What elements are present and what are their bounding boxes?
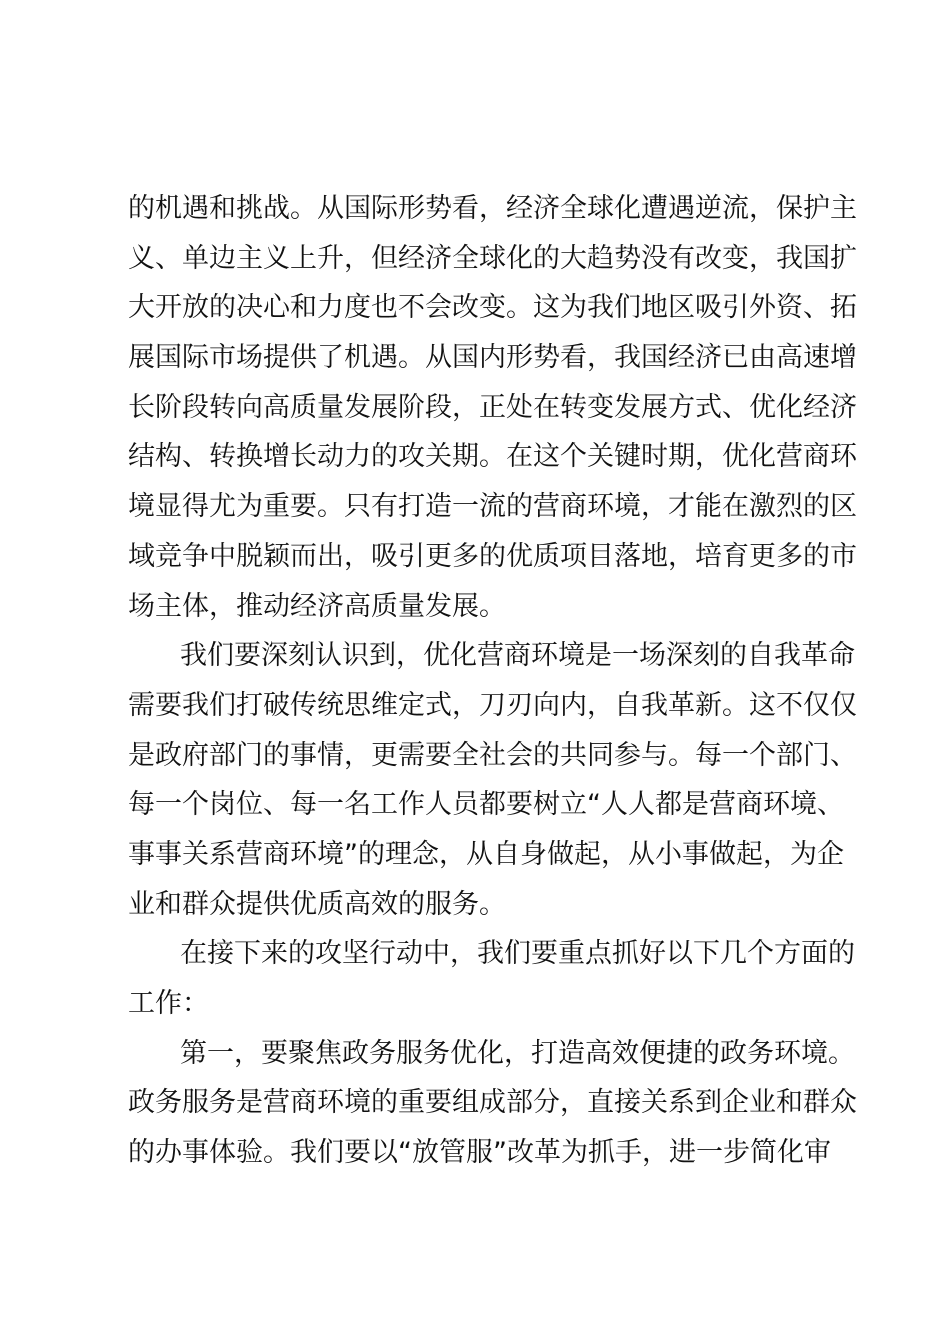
text-line: 需要我们打破传统思维定式，刀刃向内，自我革新。这不仅仅 <box>128 689 857 721</box>
paragraph-start-line: 我们要深刻认识到，优化营商环境是一场深刻的自我革命 <box>180 640 855 672</box>
text-line: 结构、转换增长动力的攻关期。在这个关键时期，优化营商环 <box>128 441 857 473</box>
text-line: 境显得尤为重要。只有打造一流的营商环境，才能在激烈的区 <box>128 491 857 523</box>
paragraph-start-line: 第一，要聚焦政务服务优化，打造高效便捷的政务环境。 <box>180 1037 855 1069</box>
text-line: 政务服务是营商环境的重要组成部分，直接关系到企业和群众 <box>128 1087 857 1119</box>
text-line: 场主体，推动经济高质量发展。 <box>128 590 506 622</box>
text-line: 是政府部门的事情，更需要全社会的共同参与。每一个部门、 <box>128 739 857 771</box>
text-line: 大开放的决心和力度也不会改变。这为我们地区吸引外资、拓 <box>128 292 857 324</box>
text-line: 长阶段转向高质量发展阶段，正处在转变发展方式、优化经济 <box>128 391 857 423</box>
text-line: 业和群众提供优质高效的服务。 <box>128 888 506 920</box>
text-line: 事事关系营商环境”的理念，从自身做起，从小事做起，为企 <box>128 838 844 870</box>
paragraph-start-line: 在接下来的攻坚行动中，我们要重点抓好以下几个方面的 <box>180 938 855 970</box>
text-line: 义、单边主义上升，但经济全球化的大趋势没有改变，我国扩 <box>128 242 857 274</box>
body-text <box>128 184 857 1178</box>
text-line: 的机遇和挑战。从国际形势看，经济全球化遭遇逆流，保护主 <box>128 193 857 224</box>
text-line: 展国际市场提供了机遇。从国内形势看，我国经济已由高速增 <box>128 342 857 374</box>
text-line: 的办事体验。我们要以“放管服”改革为抓手，进一步简化审 <box>128 1137 831 1169</box>
text-line: 域竞争中脱颖而出，吸引更多的优质项目落地，培育更多的市 <box>128 540 857 572</box>
text-line: 工作： <box>128 988 209 1019</box>
text-line: 每一个岗位、每一名工作人员都要树立“人人都是营商环境、 <box>128 789 844 821</box>
